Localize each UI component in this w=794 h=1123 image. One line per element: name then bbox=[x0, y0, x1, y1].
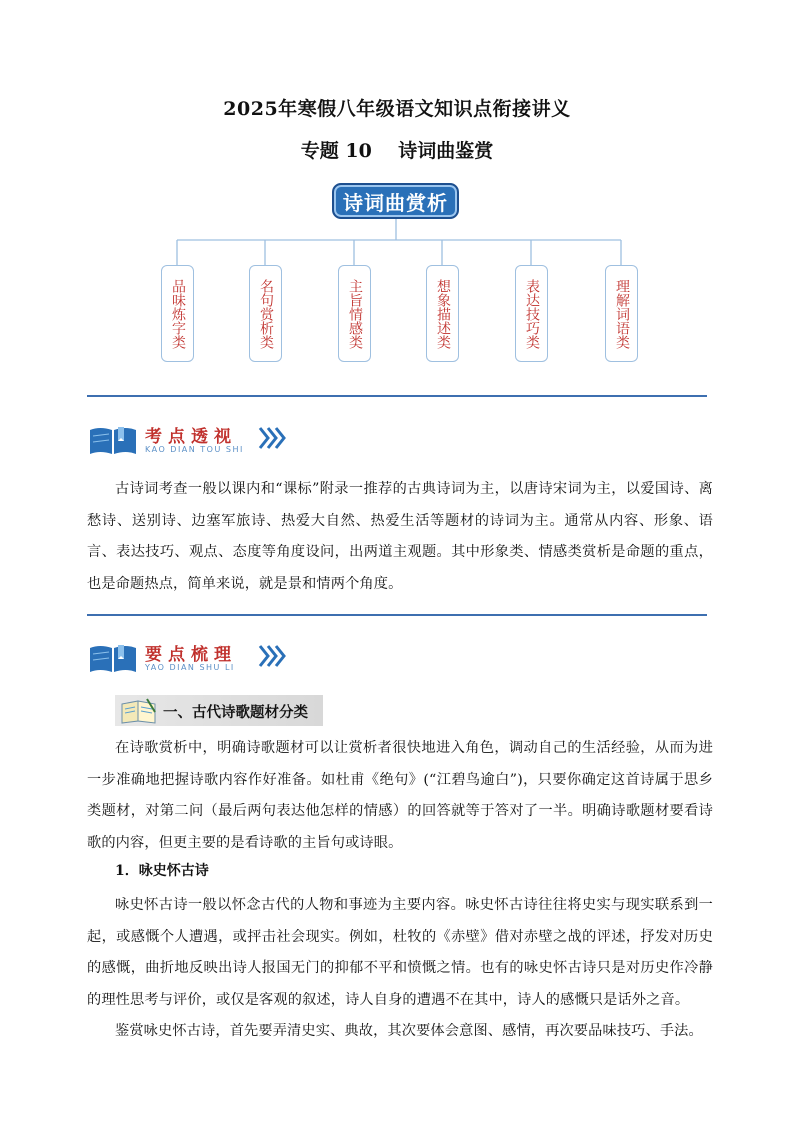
open-book-icon bbox=[88, 424, 138, 456]
mindmap-node-theme-emotion: 主旨情感类 bbox=[338, 265, 371, 362]
divider bbox=[87, 395, 707, 397]
item-heading: 1．咏史怀古诗 bbox=[115, 863, 209, 879]
mindmap-node-famous-lines: 名句赏析类 bbox=[249, 265, 282, 362]
section-heading-pinyin: KAO DIAN TOU SHI bbox=[145, 445, 244, 454]
section-heading-pinyin: YAO DIAN SHU LI bbox=[145, 663, 235, 672]
subheading-bar bbox=[115, 695, 323, 726]
mindmap-node-techniques: 表达技巧类 bbox=[515, 265, 548, 362]
book-notes-icon bbox=[119, 698, 159, 724]
section-heading: 考点透视 bbox=[145, 427, 237, 447]
mindmap-node-imagination: 想象描述类 bbox=[426, 265, 459, 362]
chevron-right-icon bbox=[258, 425, 288, 451]
paragraph-theme-intro: 在诗歌赏析中，明确诗歌题材可以让赏析者很快地进入角色，调动自己的生活经验，从而为进一步准确地把握诗歌内容作好准备。如杜甫《绝句》(“江碧鸟逾白”)，只要你确定这首诗属于思乡类题材，对第二问（最后两句表达他怎样的情感）的回答就等于答对了一半。明确诗歌题材要看诗歌的内容，但更主要的是看诗歌的主旨句或诗眼。 bbox=[87, 740, 713, 851]
section-header-yaodian bbox=[88, 640, 308, 680]
subheading-text: 一、古代诗歌题材分类 bbox=[163, 704, 308, 721]
chevron-right-icon bbox=[258, 643, 288, 669]
mindmap-node-wording: 品味炼字类 bbox=[161, 265, 194, 362]
mindmap-node-vocabulary: 理解词语类 bbox=[605, 265, 638, 362]
open-book-icon bbox=[88, 642, 138, 674]
document-subtitle: 专题 10 诗词曲鉴赏 bbox=[300, 140, 494, 162]
section-heading: 要点梳理 bbox=[145, 645, 237, 665]
paragraph-kaodian: 古诗词考查一般以课内和“课标”附录一推荐的古典诗词为主，以唐诗宋词为主，以爱国诗、离愁诗、送别诗、边塞军旅诗、热爱大自然、热爱生活等题材的诗词为主。通常从内容、形象、语言、表达技巧、观点、态度等角度设问，出两道主观题。其中形象类、情感类赏析是命题的重点，也是命题热点，简单来说，就是景和情两个角度。 bbox=[87, 481, 713, 592]
paragraph-history-poem-method: 鉴赏咏史怀古诗，首先要弄清史实、典故，其次要体会意图、感情，再次要品味技巧、手法。 bbox=[115, 1023, 703, 1039]
mindmap-root: 诗词曲赏析 bbox=[332, 183, 459, 219]
paragraph-history-poem: 咏史怀古诗一般以怀念古代的人物和事迹为主要内容。咏史怀古诗往往将史实与现实联系到一起，或感慨个人遭遇，或抨击社会现实。例如，杜牧的《赤壁》借对赤壁之战的评述，抒发对历史的感慨，曲折地反映出诗人报国无门的抑郁不平和愤慨之情。也有的咏史怀古诗只是对历史作冷静的理性思考与评价，或仅是客观的叙述，诗人自身的遭遇不在其中，诗人的感慨只是话外之音。 bbox=[87, 897, 713, 1008]
mindmap-connectors bbox=[0, 0, 794, 280]
section-header-kaodian bbox=[88, 422, 308, 462]
divider bbox=[87, 614, 707, 616]
document-title: 2025年寒假八年级语文知识点衔接讲义 bbox=[223, 98, 571, 120]
